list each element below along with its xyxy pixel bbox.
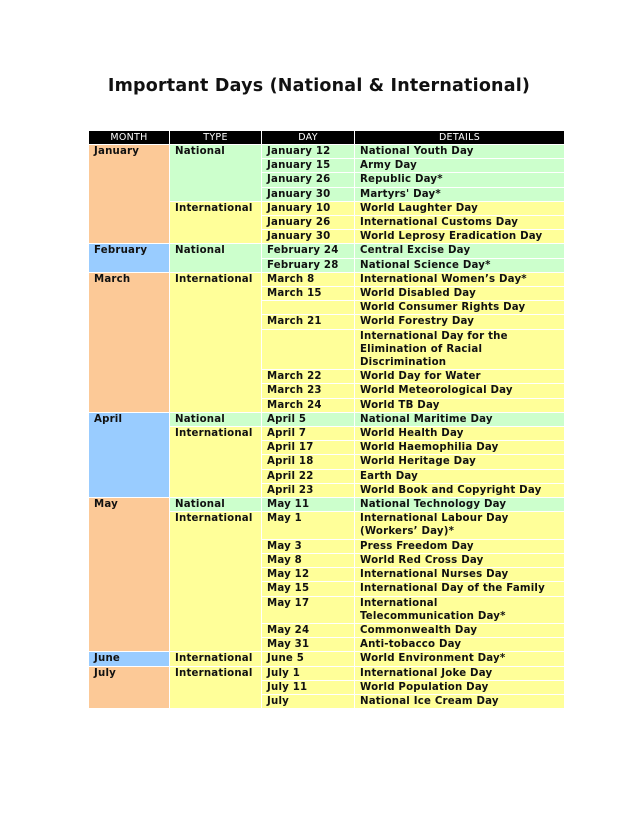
details-line: World Meteorological Day	[360, 385, 513, 397]
table-row	[89, 412, 565, 426]
details-line: World Environment Day*	[360, 653, 506, 665]
day-cell: May 12	[262, 568, 355, 582]
day-cell: May 3	[262, 539, 355, 553]
table-row	[89, 498, 565, 512]
type-cell: International	[170, 272, 262, 412]
details-line: National Ice Cream Day	[360, 695, 499, 707]
day-cell: May 1	[262, 512, 355, 539]
table-row	[89, 244, 565, 258]
details-line: Press Freedom Day	[360, 540, 474, 552]
month-cell: April	[89, 412, 170, 497]
day-cell: March 21	[262, 315, 355, 329]
details-cell	[355, 568, 565, 582]
details-cell	[355, 370, 565, 384]
details-line: National Technology Day	[360, 499, 507, 511]
details-line: Telecommunication Day*	[360, 610, 506, 622]
details-line: World TB Day	[360, 399, 440, 411]
details-cell	[355, 694, 565, 708]
details-cell	[355, 187, 565, 201]
details-cell	[355, 582, 565, 596]
day-cell: January 26	[262, 173, 355, 187]
header-day: DAY	[262, 131, 355, 145]
details-cell	[355, 652, 565, 666]
day-cell: April 23	[262, 483, 355, 497]
details-cell	[355, 159, 565, 173]
details-line: World Health Day	[360, 428, 464, 440]
table-row	[89, 145, 565, 159]
day-cell: May 17	[262, 596, 355, 623]
details-line: International Women’s Day*	[360, 273, 527, 285]
details-line: Commonwealth Day	[360, 624, 478, 636]
important-days-table	[88, 130, 565, 709]
details-line: World Haemophilia Day	[360, 442, 499, 454]
details-cell	[355, 244, 565, 258]
day-cell: January 10	[262, 201, 355, 215]
details-line: Elimination of Racial	[360, 343, 483, 355]
table-row	[89, 652, 565, 666]
day-cell: May 15	[262, 582, 355, 596]
details-line: World Laughter Day	[360, 202, 478, 214]
details-cell	[355, 384, 565, 398]
details-line: National Youth Day	[360, 146, 474, 157]
day-cell: May 11	[262, 498, 355, 512]
table-body	[89, 145, 565, 709]
details-cell	[355, 680, 565, 694]
day-cell: May 31	[262, 638, 355, 652]
type-cell: International	[170, 201, 262, 244]
details-cell	[355, 258, 565, 272]
details-line: Central Excise Day	[360, 245, 471, 257]
type-cell: International	[170, 652, 262, 666]
day-cell: March 8	[262, 272, 355, 286]
day-cell: May 24	[262, 623, 355, 637]
day-cell: January 30	[262, 187, 355, 201]
details-line: World Consumer Rights Day	[360, 302, 526, 314]
month-cell: March	[89, 272, 170, 412]
details-cell	[355, 483, 565, 497]
details-line: International Nurses Day	[360, 569, 509, 581]
details-line: World Red Cross Day	[360, 554, 484, 566]
type-cell: National	[170, 244, 262, 272]
day-cell: February 28	[262, 258, 355, 272]
details-line: International Day for the	[360, 330, 508, 342]
details-cell	[355, 412, 565, 426]
month-cell: February	[89, 244, 170, 272]
day-cell: April 17	[262, 441, 355, 455]
details-line: International	[360, 597, 438, 609]
type-cell: National	[170, 145, 262, 202]
day-cell: March 23	[262, 384, 355, 398]
details-line: World Book and Copyright Day	[360, 484, 542, 496]
day-cell: January 15	[262, 159, 355, 173]
details-cell	[355, 455, 565, 469]
details-cell	[355, 145, 565, 159]
details-cell	[355, 666, 565, 680]
details-cell	[355, 512, 565, 539]
details-cell	[355, 623, 565, 637]
details-cell	[355, 230, 565, 244]
day-cell: February 24	[262, 244, 355, 258]
details-cell	[355, 398, 565, 412]
table-row	[89, 272, 565, 286]
details-line: International Joke Day	[360, 667, 493, 679]
header-type: TYPE	[170, 131, 262, 145]
details-line: Anti-tobacco Day	[360, 639, 462, 651]
month-cell: May	[89, 498, 170, 652]
details-line: (Workers’ Day)*	[360, 526, 455, 538]
day-cell: July	[262, 694, 355, 708]
details-line: Martyrs' Day*	[360, 188, 441, 200]
details-line: World Population Day	[360, 681, 489, 693]
day-cell	[262, 301, 355, 315]
details-cell	[355, 301, 565, 315]
day-cell: April 7	[262, 427, 355, 441]
details-cell	[355, 638, 565, 652]
page-title: Important Days (National & International)	[107, 76, 531, 96]
details-line: World Heritage Day	[360, 456, 476, 468]
day-cell: January 12	[262, 145, 355, 159]
details-line: Army Day	[360, 160, 417, 172]
details-cell	[355, 441, 565, 455]
month-cell: July	[89, 666, 170, 709]
day-cell: January 30	[262, 230, 355, 244]
day-cell: June 5	[262, 652, 355, 666]
details-line: Discrimination	[360, 357, 447, 369]
day-cell: April 5	[262, 412, 355, 426]
table-row	[89, 666, 565, 680]
details-cell	[355, 498, 565, 512]
day-cell: July 1	[262, 666, 355, 680]
day-cell: May 8	[262, 553, 355, 567]
header-month: MONTH	[89, 131, 170, 145]
day-cell	[262, 329, 355, 370]
type-cell: International	[170, 427, 262, 498]
details-line: World Disabled Day	[360, 288, 476, 300]
details-cell	[355, 173, 565, 187]
details-cell	[355, 216, 565, 230]
type-cell: National	[170, 412, 262, 426]
details-line: International Day of the Family	[360, 583, 545, 595]
details-line: International Labour Day	[360, 513, 509, 525]
details-cell	[355, 315, 565, 329]
details-line: World Leprosy Eradication Day	[360, 231, 543, 243]
day-cell: April 18	[262, 455, 355, 469]
details-line: International Customs Day	[360, 217, 519, 229]
table-header-row	[89, 131, 565, 145]
month-cell: June	[89, 652, 170, 666]
details-cell	[355, 329, 565, 370]
details-cell	[355, 596, 565, 623]
details-cell	[355, 272, 565, 286]
day-cell: April 22	[262, 469, 355, 483]
details-line: National Maritime Day	[360, 413, 493, 425]
details-line: Republic Day*	[360, 174, 443, 186]
day-cell: January 26	[262, 216, 355, 230]
day-cell: March 24	[262, 398, 355, 412]
details-cell	[355, 553, 565, 567]
day-cell: March 15	[262, 287, 355, 301]
details-line: Earth Day	[360, 470, 418, 482]
type-cell: International	[170, 666, 262, 709]
details-cell	[355, 201, 565, 215]
type-cell: International	[170, 512, 262, 652]
day-cell: March 22	[262, 370, 355, 384]
details-line: National Science Day*	[360, 259, 491, 271]
details-line: World Day for Water	[360, 371, 481, 383]
details-cell	[355, 427, 565, 441]
month-cell: January	[89, 145, 170, 244]
details-cell	[355, 539, 565, 553]
type-cell: National	[170, 498, 262, 512]
details-cell	[355, 287, 565, 301]
details-cell	[355, 469, 565, 483]
day-cell: July 11	[262, 680, 355, 694]
details-line: World Forestry Day	[360, 316, 475, 328]
header-details: DETAILS	[355, 131, 565, 145]
